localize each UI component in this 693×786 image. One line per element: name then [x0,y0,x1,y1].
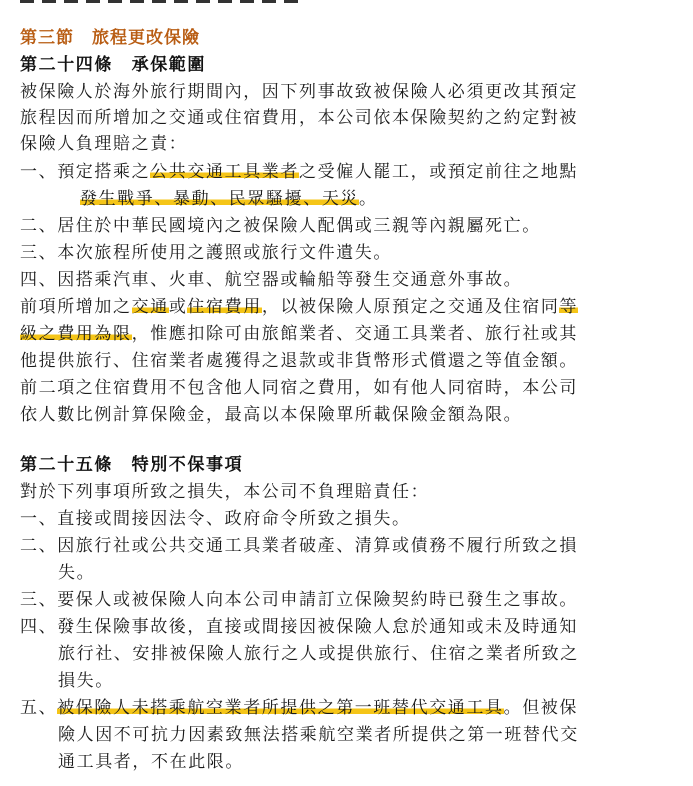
article-25-item-5-line-3: 通工具者，不在此限。 [58,752,244,772]
article-24-note-1-line-1 [20,294,578,320]
article-25-item-5-line-2: 險人因不可抗力因素致無法搭乘航空業者所提供之第一班替代交 [58,725,579,745]
article-24-note-1-line-3: 他提供旅行、住宿業者處獲得之退款或非貨幣形式償還之等值金額。 [20,351,578,371]
article-25-item-4-line-1: 四、發生保險事故後，直接或間接因被保險人怠於通知或未及時通知 [20,617,578,637]
article-24-note-2-line-2: 依人數比例計算保險金，最高以本保險單所載保險金額為限。 [20,405,523,425]
article-25-item-3: 三、要保人或被保險人向本公司申請訂立保險契約時已發生之事故。 [20,590,578,610]
highlight: 交通 [131,297,169,317]
article-24-item-4: 四、因搭乘汽車、火車、航空器或輪船等發生交通意外事故。 [20,270,523,290]
highlight: 天災 [321,189,360,209]
item-text: 之受僱人罷工，或預定前往之地點 [299,162,579,182]
note-text: 前項所增加之 [20,297,132,317]
article-24-note-1-line-2 [20,321,578,347]
article-24-item-1-cont [80,186,378,212]
article-25-item-5-line-1 [20,695,578,721]
article-25-item-4-line-2: 旅行社、安排被保險人旅行之人或提供旅行、住宿之業者所致之 [58,644,579,664]
article-24-intro-line-2: 旅程因而所增加之交通或住宿費用，本公司依本保險契約之約定對被 [20,108,578,128]
highlight: 公共交通工具業者 [150,162,300,182]
article-25-item-2-line-1: 二、因旅行社或公共交通工具業者破產、清算或債務不履行所致之損 [20,536,578,556]
highlight: 等 [559,297,579,317]
article-25-item-2-line-2: 失。 [58,563,96,583]
article-25-title: 第二十五條 特別不保事項 [20,455,244,475]
article-25-intro: 對於下列事項所致之損失，本公司不負理賠責任： [20,482,430,502]
item-text: 一、預定搭乘之 [20,162,151,182]
item-text: 。但被保 [503,698,579,718]
article-25-item-1: 一、直接或間接因法令、政府命令所致之損失。 [20,509,411,529]
item-text: 五、 [20,698,58,718]
article-24-intro-line-3: 保險人負理賠之責： [20,134,188,154]
item-text: 。 [359,189,378,209]
article-24-item-1 [20,159,578,185]
note-text: ，以被保險人原預定之交通及住宿同 [261,297,560,317]
highlight: 住宿費用 [187,297,262,317]
article-24-intro-line-1: 被保險人於海外旅行期間內，因下列事故致被保險人必須更改其預定 [20,82,578,102]
highlight: 被保險人未搭乘航空業者所提供之第一班替代交通工具 [57,698,504,718]
note-text: ，惟應扣除可由旅館業者、交通工具業者、旅行社或其 [131,324,579,344]
article-24-item-3: 三、本次旅程所使用之護照或旅行文件遺失。 [20,243,392,263]
cropped-previous-line [20,0,340,4]
note-text: 或 [168,297,188,317]
article-24-title: 第二十四條 承保範圍 [20,55,206,75]
article-25-item-4-line-3: 損失。 [58,671,114,691]
highlight: 級之費用為限 [20,324,132,344]
article-24-item-2: 二、居住於中華民國境內之被保險人配偶或三親等內親屬死亡。 [20,216,541,236]
article-24-note-2-line-1: 前二項之住宿費用不包含他人同宿之費用，如有他人同宿時，本公司 [20,378,578,398]
highlight: 發生戰爭、暴動、民眾騷擾、 [80,189,322,209]
section-title: 第三節 旅程更改保險 [20,28,200,48]
